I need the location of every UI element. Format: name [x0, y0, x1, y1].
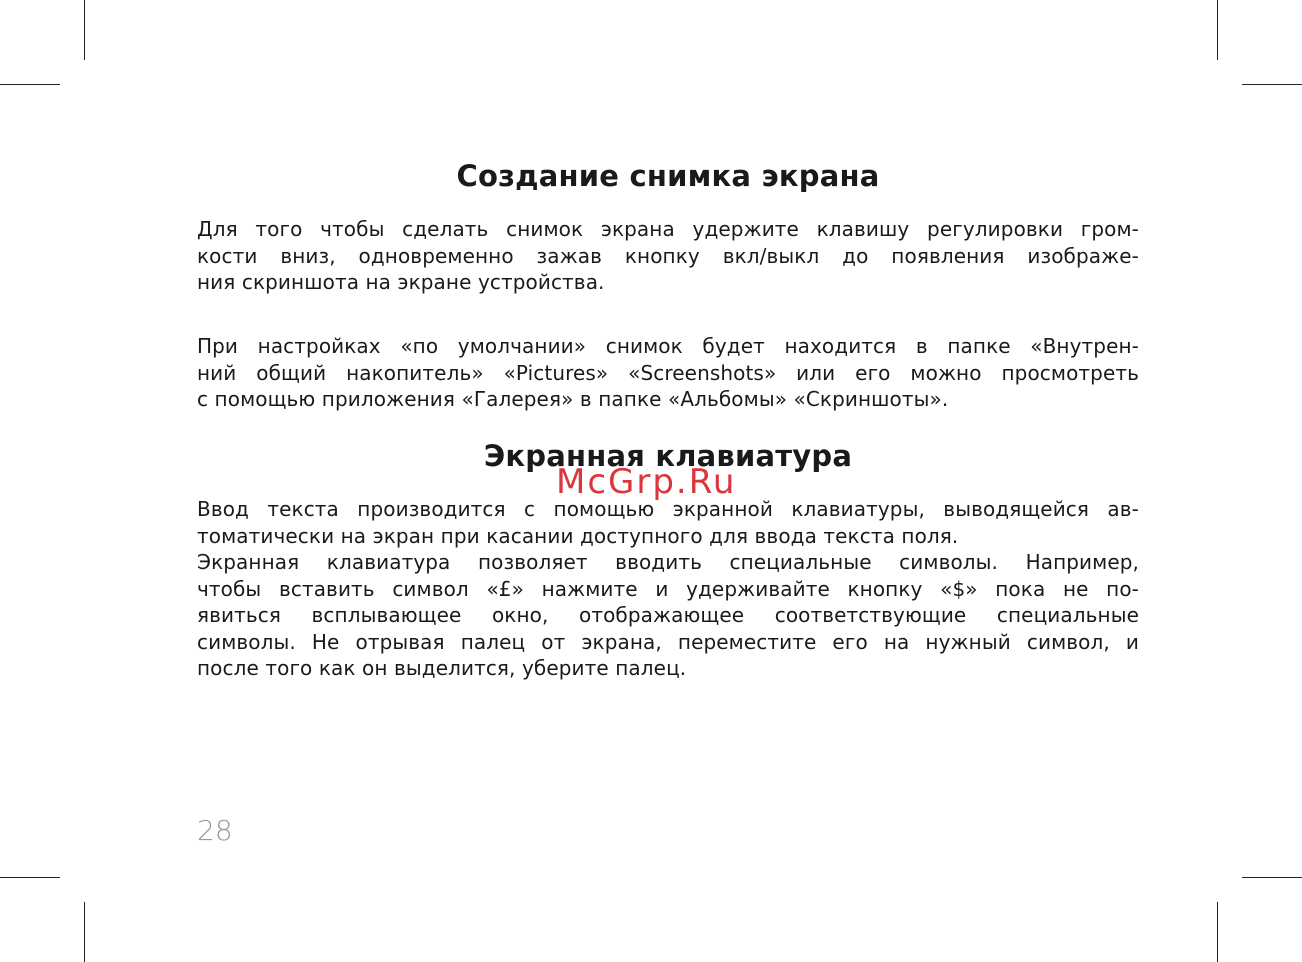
paragraph-screenshot-location	[197, 333, 1139, 413]
text-line: кости вниз, одновременно зажав кнопку вкл/выкл до появления изображе-	[197, 243, 1139, 268]
paragraph-screenshot-howto	[197, 216, 1139, 296]
paragraph-keyboard-input	[197, 496, 1139, 549]
page-number: 28	[197, 814, 233, 847]
text-line: томатически на экран при касании доступного для ввода текста поля.	[197, 523, 959, 548]
text-line: символы. Не отрывая палец от экрана, переместите его на нужный символ, и	[197, 629, 1139, 654]
section-title-keyboard: Экранная клавиатура	[483, 439, 853, 473]
text-line: чтобы вставить символ «£» нажмите и удерживайте кнопку «$» пока не по-	[197, 576, 1139, 601]
text-line: Экранная клавиатура позволяет вводить специальные символы. Например,	[197, 550, 1139, 574]
text-line: ния скриншота на экране устройства.	[197, 270, 605, 294]
text-line: Для того чтобы сделать снимок экрана удержите клавишу регулировки гром-	[197, 217, 1139, 241]
watermark: McGrp.Ru	[556, 462, 737, 502]
crop-mark	[0, 877, 60, 878]
crop-mark	[0, 84, 60, 85]
crop-mark	[84, 0, 85, 60]
text-line: явиться всплывающее окно, отображающее соответствующие специальные	[197, 603, 1139, 627]
text-line: ний общий накопитель» «Pictures» «Screenshots» или его можно просмотреть	[197, 360, 1139, 385]
crop-mark	[1242, 877, 1302, 878]
section-title-screenshot: Создание снимка экрана	[456, 159, 880, 193]
paragraph-keyboard-special-symbols	[197, 549, 1139, 682]
crop-mark	[1217, 902, 1218, 962]
crop-mark	[1217, 0, 1218, 60]
crop-mark	[84, 902, 85, 962]
text-line: Ввод текста производится с помощью экранной клавиатуры, выводящейся ав-	[197, 497, 1139, 521]
text-line: после того как он выделится, уберите палец.	[197, 656, 687, 680]
text-line: При настройках «по умолчании» снимок будет находится в папке «Внутрен-	[197, 334, 1139, 358]
crop-mark	[1242, 84, 1302, 85]
text-line: с помощью приложения «Галерея» в папке «Альбомы» «Скриншоты».	[197, 387, 949, 411]
